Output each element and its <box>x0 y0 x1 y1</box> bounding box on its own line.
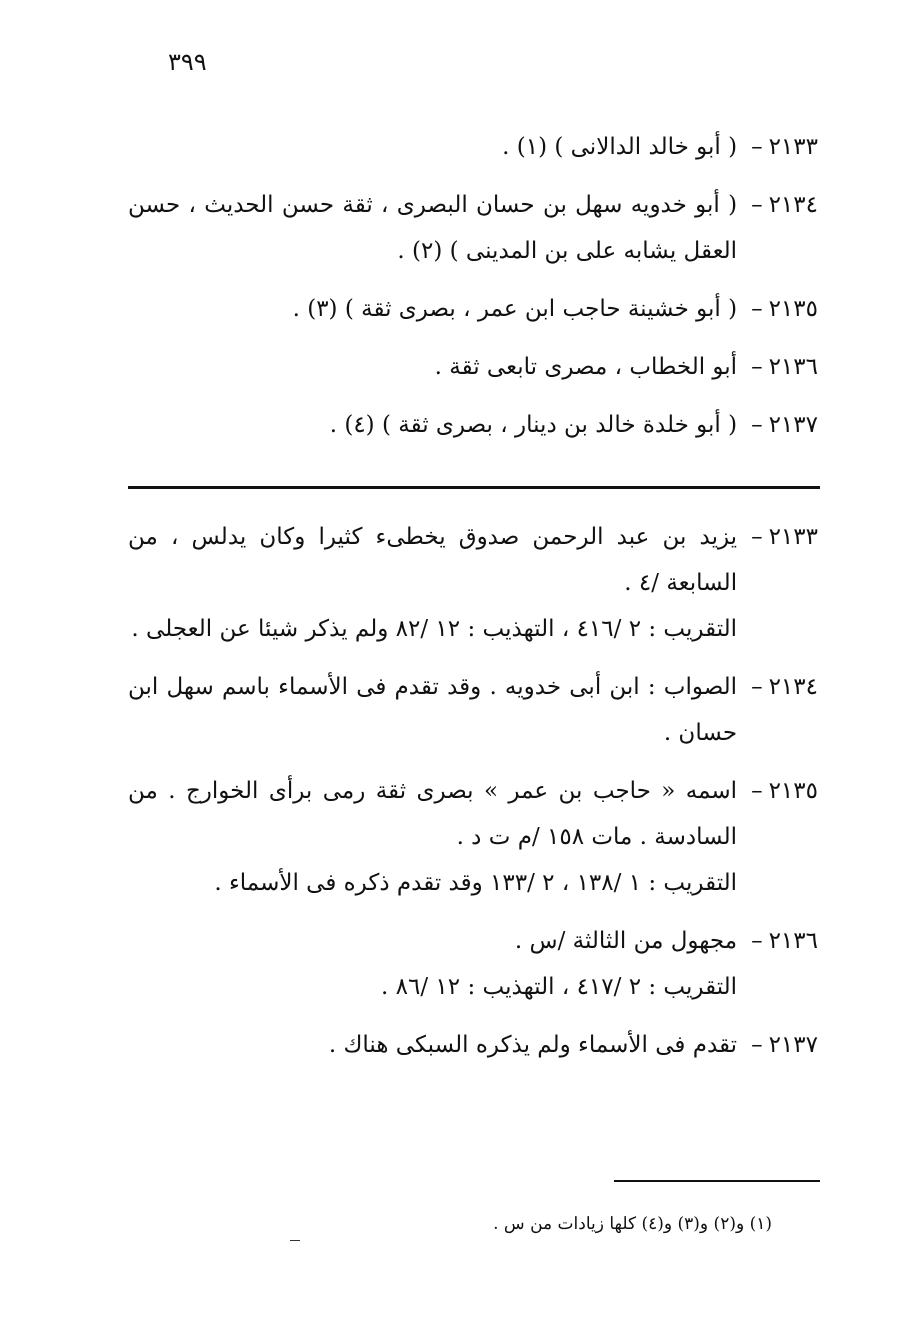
note-paragraph: مجهول من الثالثة /س . <box>514 928 738 954</box>
note-text <box>128 514 737 652</box>
main-entry <box>128 344 818 390</box>
page-number: ٣٩٩ <box>168 48 207 76</box>
note-text <box>128 664 737 756</box>
footnote: (١) و(٢) و(٣) و(٤) كلها زيادات من س . <box>493 1214 772 1234</box>
entry-text: ( أبو خلدة خالد بن دينار ، بصرى ثقة ) (٤) . <box>329 412 738 438</box>
note-paragraph: التقريب : ١ /١٣٨ ، ٢ /١٣٣ وقد تقدم ذكره فى الأسماء . <box>214 870 738 896</box>
stray-mark <box>290 1240 300 1241</box>
note-paragraph: يزيد بن عبد الرحمن صدوق يخطىء كثيرا وكان يدلس ، من السابعة /٤ . <box>128 524 738 596</box>
footnote-divider <box>614 1180 820 1182</box>
note-number: ٢١٣٧– <box>751 1032 818 1058</box>
notes-section <box>128 514 818 1080</box>
note-entry <box>128 768 818 906</box>
entry-number: ٢١٣٤– <box>751 192 818 218</box>
main-text <box>128 124 818 460</box>
note-number: ٢١٣٦– <box>751 928 818 954</box>
note-entry <box>128 664 818 756</box>
entry-text: ( أبو خالد الدالانى ) (١) . <box>502 134 738 160</box>
note-paragraph: التقريب : ٢ /٤١٧ ، التهذيب : ١٢ /٨٦ . <box>381 974 738 1000</box>
note-entry <box>128 1022 818 1068</box>
note-text <box>128 768 737 906</box>
note-number: ٢١٣٥– <box>751 778 818 804</box>
main-entry <box>128 182 818 274</box>
note-paragraph: الصواب : ابن أبى خدويه . وقد تقدم فى الأسماء باسم سهل ابن حسان . <box>128 674 738 746</box>
note-paragraph: اسمه « حاجب بن عمر » بصرى ثقة رمى برأى الخوارج . من السادسة . مات ١٥٨ /م ت د . <box>128 778 738 850</box>
entry-number: ٢١٣٦– <box>751 354 818 380</box>
note-entry <box>128 514 818 652</box>
main-entry <box>128 402 818 448</box>
entry-text: أبو الخطاب ، مصرى تابعى ثقة . <box>434 354 738 380</box>
note-text <box>128 918 737 1010</box>
note-paragraph: تقدم فى الأسماء ولم يذكره السبكى هناك . <box>328 1032 738 1058</box>
notes-divider <box>128 486 820 489</box>
entry-text: ( أبو خدويه سهل بن حسان البصرى ، ثقة حسن الحديث ، حسن العقل يشابه على بن المدينى ) (٢) . <box>128 192 738 264</box>
note-number: ٢١٣٣– <box>751 524 818 550</box>
entry-number: ٢١٣٣– <box>751 134 818 160</box>
note-number: ٢١٣٤– <box>751 674 818 700</box>
main-entry <box>128 286 818 332</box>
entry-text: ( أبو خشينة حاجب ابن عمر ، بصرى ثقة ) (٣) . <box>292 296 738 322</box>
entry-number: ٢١٣٧– <box>751 412 818 438</box>
note-entry <box>128 918 818 1010</box>
note-text <box>128 1022 737 1068</box>
entry-number: ٢١٣٥– <box>751 296 818 322</box>
note-paragraph: التقريب : ٢ /٤١٦ ، التهذيب : ١٢ /٨٢ ولم يذكر شيئا عن العجلى . <box>131 616 738 642</box>
main-entry <box>128 124 818 170</box>
